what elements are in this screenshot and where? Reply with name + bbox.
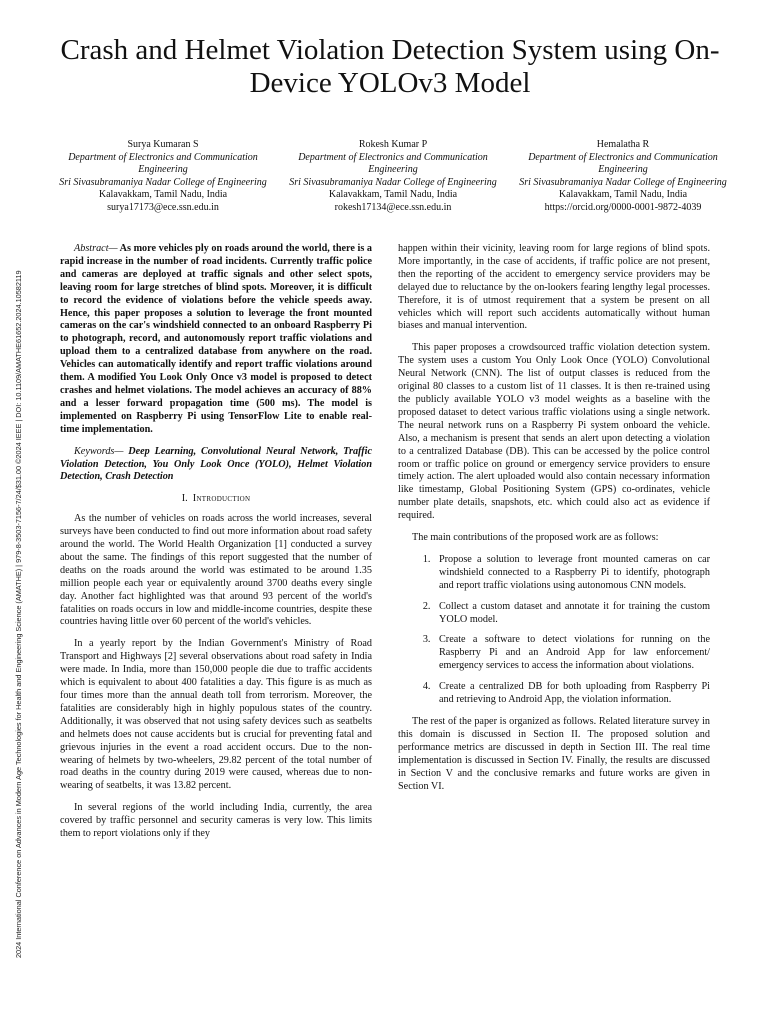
- author-college: Sri Sivasubramaniya Nadar College of Engineering: [59, 176, 267, 188]
- author-1: [58, 139, 268, 215]
- intro-paragraph-2: In a yearly report by the Indian Government's Ministry of Road Transport and Highways [2] several observations about road safety in India were made. In India, more than 150,000 people die due to traffic accidents which is equivalent to about 400 fatalities a day. This figure is as much as four times more than the annual death toll from terrorism. Moreover, the fatalities are considerably high in highly populous states of the country. Additionally, it was observed that not using safety devices such as seatbelts and helmets does not cause accidents but is crucial for preventing fatal and grievous injuries in the event a road accident occurs. Due to the non-wearing of helmets by two-wheelers, 29.82 percent of the total number of road deaths in the country during 2019 were caused, whereas due to non-wearing of seatbelts, it was 13.82 percent.: [60, 638, 372, 792]
- abstract-label: Abstract—: [74, 243, 118, 254]
- author-name: Hemalatha R: [596, 139, 650, 150]
- keywords-label: Keywords—: [74, 445, 124, 457]
- author-college: Sri Sivasubramaniya Nadar College of Engineering: [519, 176, 727, 188]
- list-item: 3. Create a software to detect violations for running on the Raspberry Pi and an Android App for law enforcement/ emergency services to access the information about violations.: [433, 634, 710, 673]
- author-location: Kalavakkam, Tamil Nadu, India: [328, 189, 458, 201]
- author-location: Kalavakkam, Tamil Nadu, India: [98, 189, 228, 201]
- section-title: Introduction: [192, 493, 251, 505]
- author-email: surya17173@ece.ssn.edu.in: [107, 201, 219, 213]
- author-name: Surya Kumaran S: [127, 139, 199, 150]
- author-department: Department of Electronics and Communication Engineering: [68, 151, 258, 176]
- author-college: Sri Sivasubramaniya Nadar College of Engineering: [289, 176, 497, 188]
- author-email: rokesh17134@ece.ssn.edu.in: [334, 201, 452, 213]
- conference-sidebar: [0, 0, 30, 1024]
- author-department: Department of Electronics and Communication Engineering: [298, 151, 488, 176]
- section-heading-introduction: [60, 493, 372, 506]
- section-number: I.: [181, 493, 188, 505]
- paper-organization-paragraph: The rest of the paper is organized as follows. Related literature survey in this domain is discussed in Section II. The proposed solution and performance metrics are discussed in depth in Section III. The real time implementation is discussed in Section IV. Finally, the results are discussed in Section V and the conclusive remarks and future works are given in Section VI.: [398, 716, 710, 792]
- abstract-text: As more vehicles ply on roads around the world, there is a rapid increase in the number of road incidents. Currently traffic police and cameras are deployed at traffic signals and other select spots, leaving room for large stretches of blind spots. Moreover, it is difficult to record the evidence of violations before the vehicle speeds away. Hence, this paper proposes a solution to leverage the front mounted cameras on the car's windshield connected to an onboard Raspberry Pi to photograph, record, and autonomously report traffic violations and upload them to a centralized database from anywhere on the road. Vehicles can automatically identify and report traffic violations around them. A modified You Look Only Once v3 model is proposed to detect crashes and helmet violations. The model achieves an accuracy of 88% and a lesser forward propagation time (500 ms). The model is implemented on Raspberry Pi using TensorFlow Lite to enable real-time implementation.: [60, 243, 372, 435]
- author-2: [288, 139, 498, 215]
- left-column: [60, 243, 372, 850]
- paper-title: Crash and Helmet Violation Detection System using On-Device YOLOv3 Model: [60, 34, 720, 99]
- list-item: 1. Propose a solution to leverage front mounted cameras on car windshield connected to a Raspberry Pi to identify, photograph and report traffic violations using autonomous CNN models.: [433, 554, 710, 593]
- right-column: [398, 243, 710, 802]
- intro-paragraph-3: In several regions of the world including India, currently, the area covered by traffic personnel and security cameras is very low. This limits them to report violations only if they: [60, 802, 372, 840]
- list-item: 4. Create a centralized DB for both uploading from Raspberry Pi and retrieving to Android App, the violation information.: [433, 681, 710, 707]
- author-3: [518, 139, 728, 215]
- author-orcid: https://orcid.org/0000-0001-9872-4039: [544, 201, 702, 213]
- keywords: [60, 446, 372, 485]
- author-block: [58, 139, 728, 215]
- author-department: Department of Electronics and Communication Engineering: [528, 151, 718, 176]
- conference-citation: 2024 International Conference on Advances in Modern Age Technologies for Health and Engineering Science (AMATHE) | 979-8-3503-7156-7/24/$31.00 ©2024 IEEE | DOI: 10.1109/AMATHE61652.2024.10582119: [14, 270, 23, 958]
- keywords-text: Deep Learning, Convolutional Neural Network, Traffic Violation Detection, You Only Look Once (YOLO), Helmet Violation Detection, Crash Detection: [60, 445, 372, 483]
- author-location: Kalavakkam, Tamil Nadu, India: [558, 189, 688, 201]
- intro-paragraph-continued: happen within their vicinity, leaving room for large regions of blind spots. More importantly, in the case of accidents, if traffic police are not present, then the reporting of the accident to emergency service providers may be delayed due to reluctance by the on-lookers fearing lengthy legal processes. Therefore, it is of utmost requirement that a system be present on all vehicles which will report such accidents automatically without human biases and manual intervention.: [398, 243, 710, 332]
- list-item: 2. Collect a custom dataset and annotate it for training the custom YOLO model.: [433, 601, 710, 627]
- author-name: Rokesh Kumar P: [358, 139, 428, 150]
- intro-paragraph-1: As the number of vehicles on roads across the world increases, several surveys have been conducted to find out more information about road safety around the world. The World Health Organization [1] conducted a survey about the same. The findings of this report suggested that the number of deaths on the roads around the world was estimated to be around 1.35 million people each year or equivalently around 3700 deaths every single day. Another fact highlighted was that around 93 percent of the world's fatalities on roads occurs in low and middle-income countries, despite these countries having little over 60 percent of the world's vehicles.: [60, 513, 372, 628]
- contributions-intro: The main contributions of the proposed work are as follows:: [412, 532, 659, 544]
- intro-paragraph-4: This paper proposes a crowdsourced traffic violation detection system. The system uses a custom You Only Look Once (YOLO) Convolutional Neural Network (CNN). The list of output classes is reduced from the original 80 classes to a custom list of 11 classes. It is then re-trained using the publicly available YOLO v3 model weights as a baseline with the proposed dataset to detect various traffic violations using a single network. The neural network runs on a Raspberry Pi system onboard the vehicle. Also, a mechanism is present that sends an alert upon detecting a violation to a centralized Database (DB). This can be accessed by the police control room or traffic police on ground or emergency service providers to ensure timely action. The alert uploaded would also contain necessary information like timestamp, Global Positioning System (GPS) co-ordinates, vehicle number plate details, snapshots, etc. which could also act as evidence if required.: [398, 342, 710, 522]
- contributions-list: [398, 554, 710, 707]
- abstract: [60, 243, 372, 437]
